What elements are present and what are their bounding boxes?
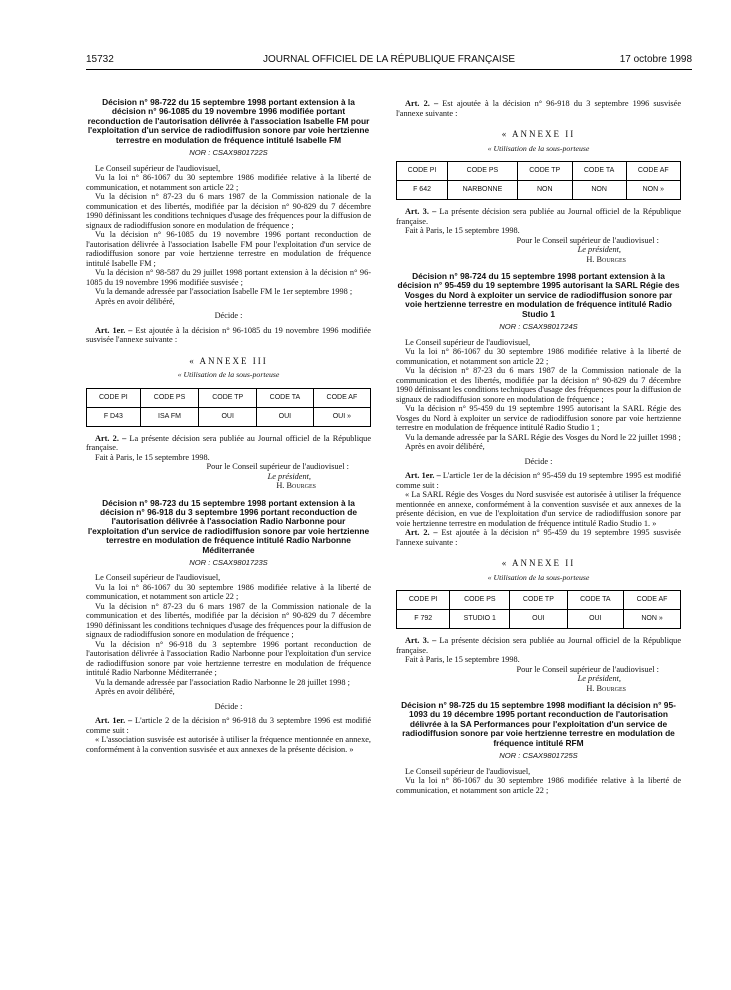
table-header-row <box>397 591 681 610</box>
right-column <box>396 99 681 795</box>
table-header-cell: CODE TA <box>257 388 314 407</box>
article-text: La présente décision sera publiée au Journal officiel de la République française. <box>86 433 371 453</box>
paragraph: Après en avoir délibéré, <box>405 442 485 452</box>
table-header-cell: CODE PI <box>87 388 141 407</box>
issue-date: 17 octobre 1998 <box>619 54 692 65</box>
annexe-subheading: « Utilisation de la sous-porteuse <box>177 370 280 380</box>
quoted-provision: « La SARL Régie des Vosges du Nord susvisée est autorisée à utiliser la fréquence mentionnée en annexe, conformément à la convention susvisée et aux annexes de la présente décision, en vue de l'exploitation d'un service de radiodiffusion sonore par voie hertzienne terrestre en modulation de fréquence intitulé Radio Studio 1. » <box>396 490 681 528</box>
subcarrier-table <box>396 161 681 200</box>
article-2 <box>396 528 681 547</box>
table-header-cell: CODE TP <box>199 388 257 407</box>
table-cell: NON » <box>626 181 680 200</box>
table-header-cell: CODE TA <box>572 162 626 181</box>
decide-heading: Décide : <box>524 456 553 466</box>
table-header-cell: CODE TA <box>567 591 623 610</box>
paragraph: Vu la demande adressée par la SARL Régie des Vosges du Nord le 22 juillet 1998 ; <box>405 432 681 442</box>
annexe-heading: « ANNEXE II <box>501 558 576 569</box>
paragraph: Vu la loi n° 86-1067 du 30 septembre 1986 modifiée relative à la liberté de communication, et notamment son article 22 ; <box>396 347 681 366</box>
signature-name: H. Bourges <box>276 481 316 491</box>
table-cell: ISA FM <box>140 407 199 426</box>
annexe-heading: « ANNEXE III <box>189 355 268 366</box>
paragraph: Vu la décision n° 87-23 du 6 mars 1987 de la Commission nationale de la communication et des libertés, modifiée par la décision n° 90-829 du 7 décembre 1990 définissant les conditions techniques d'usage des fréquences pour la diffusion de signaux de radiodiffusion sonore en modulation de fréquence ; <box>86 601 371 640</box>
decision-98-723 <box>86 499 371 755</box>
left-column <box>86 98 371 754</box>
table-cell: F D43 <box>87 407 141 426</box>
paragraph: Vu la décision n° 87-23 du 6 mars 1987 de la Commission nationale de la communication et des libertés, modifiée par la décision n° 90-829 du 7 décembre 1990 définissant les conditions techniques d'usage des fréquences pour la diffusion de signaux de radiodiffusion sonore en modulation de fréquence ; <box>86 192 371 230</box>
article-1 <box>396 471 681 490</box>
page-number: 15732 <box>86 54 114 65</box>
nor-reference: NOR : CSAX9801722S <box>189 148 268 158</box>
paragraph: Vu la décision n° 95-459 du 19 septembre 1995 autorisant la SARL Régie des Vosges du Nord à exploiter un service de radiodiffusion sonore par voie hertzienne terrestre en modulation de fréquence intitulé Radio Studio 1 ; <box>396 404 681 433</box>
table-header-cell: CODE PI <box>397 591 450 610</box>
table-cell: OUI <box>510 610 567 629</box>
table-cell: NON » <box>624 610 681 629</box>
signature-authority: Pour le Conseil supérieur de l'audiovisuel : <box>206 462 349 472</box>
signature-place-date: Fait à Paris, le 15 septembre 1998. <box>405 226 520 235</box>
decision-98-722 <box>86 98 371 491</box>
article-text: L'article 1er de la décision n° 95-459 du 19 septembre 1995 est modifié comme suit : <box>396 471 681 490</box>
table-header-row <box>87 388 371 407</box>
nor-reference: NOR : CSAX9801725S <box>499 751 578 761</box>
signature-place-date: Fait à Paris, le 15 septembre 1998. <box>405 655 520 665</box>
decide-heading: Décide : <box>214 701 243 711</box>
header-rule <box>86 69 692 70</box>
paragraph: Vu la décision n° 98-587 du 29 juillet 1998 portant extension à la décision n° 96-1085 du 19 novembre 1996 modifiée susvisée ; <box>86 268 371 287</box>
article-label: Art. 2. – <box>95 433 127 443</box>
table-cell: OUI <box>199 407 257 426</box>
decide-heading: Décide : <box>214 311 243 321</box>
table-cell: F 642 <box>397 181 448 200</box>
table-header-cell: CODE PS <box>448 162 518 181</box>
table-row <box>87 407 371 426</box>
journal-title: JOURNAL OFFICIEL DE LA RÉPUBLIQUE FRANÇAISE <box>262 54 516 65</box>
paragraph: Le Conseil supérieur de l'audiovisuel, <box>405 337 531 347</box>
article-label: Art. 1er. – <box>95 716 133 726</box>
table-header-cell: CODE PS <box>450 591 510 610</box>
table-cell: OUI <box>257 407 314 426</box>
paragraph: Vu la décision n° 87-23 du 6 mars 1987 de la Commission nationale de la communication et des libertés, modifiée par la décision n° 90-829 du 7 décembre 1990 définissant les conditions techniques d'usage des fréquences pour la diffusion de signaux de radiodiffusion sonore en modulation de fréquence ; <box>396 366 681 404</box>
article-text: Est ajoutée à la décision n° 96-918 du 3 septembre 1996 susvisée l'annexe suivante : <box>396 99 681 118</box>
paragraph: Le Conseil supérieur de l'audiovisuel, <box>405 766 531 776</box>
annexe-subheading: « Utilisation de la sous-porteuse <box>487 143 590 153</box>
decision-title: Décision n° 98-723 du 15 septembre 1998 portant extension à la décision n° 96-918 du 3 septembre 1996 portant reconduction de l'autorisation délivrée à l'association Radio Narbonne pour l'exploitation d'un service de radiodiffusion sonore par voie hertzienne terrestre en modulation de fréquence intitulé Radio Narbonne Méditerranée <box>87 497 370 555</box>
article-text: Est ajoutée à la décision n° 96-1085 du 19 novembre 1996 modifiée susvisée l'annexe suivante : <box>86 325 371 345</box>
paragraph: Vu la demande adressée par l'association Radio Narbonne le 28 juillet 1998 ; <box>95 677 350 687</box>
annexe-heading: « ANNEXE II <box>501 129 576 139</box>
article-1 <box>86 326 371 345</box>
page-header <box>86 54 692 68</box>
decision-title: Décision n° 98-724 du 15 septembre 1998 portant extension à la décision n° 95-459 du 19 septembre 1995 autorisant la SARL Régie des Vosges du Nord à exploiter un service de radiodiffusion sonore par voie hertzienne terrestre en modulation de fréquence intitulé Radio Studio 1 <box>397 271 680 319</box>
table-header-cell: CODE AF <box>624 591 681 610</box>
paragraph: Vu la loi n° 86-1067 du 30 septembre 1986 modifiée relative à la liberté de communication, et notamment son article 22 ; <box>86 173 371 192</box>
signature-authority: Pour le Conseil supérieur de l'audiovisuel : <box>516 235 659 245</box>
table-cell: F 792 <box>397 610 450 629</box>
nor-reference: NOR : CSAX9801723S <box>189 557 268 567</box>
table-cell: NON <box>572 181 626 200</box>
signature-authority: Pour le Conseil supérieur de l'audiovisuel : <box>516 664 659 674</box>
decision-title: Décision n° 98-722 du 15 septembre 1998 portant extension à la décision n° 96-1085 du 19 novembre 1996 modifiée portant reconduction de l'autorisation délivrée à l'association Isabelle FM pour l'exploitation d'un service de radiodiffusion sonore par voie hertzienne terrestre en modulation de fréquence intitulé Isabelle FM <box>87 97 370 145</box>
table-header-cell: CODE AF <box>313 388 370 407</box>
signature-name: H. Bourges <box>586 683 626 693</box>
signature-place-date: Fait à Paris, le 15 septembre 1998. <box>95 452 210 462</box>
table-cell: OUI » <box>313 407 370 426</box>
table-row <box>397 181 681 200</box>
paragraph: Vu la loi n° 86-1067 du 30 septembre 1986 modifiée relative à la liberté de communication, et notamment son article 22 ; <box>86 582 371 602</box>
paragraph: Vu la demande adressée par l'association Isabelle FM le 1er septembre 1998 ; <box>95 287 353 297</box>
subcarrier-table <box>86 388 371 427</box>
article-label: Art. 3. – <box>405 207 437 216</box>
table-header-cell: CODE PI <box>397 162 448 181</box>
article-label: Art. 3. – <box>405 636 437 646</box>
table-cell: NON <box>517 181 572 200</box>
table-header-cell: CODE TP <box>517 162 572 181</box>
table-cell: OUI <box>567 610 623 629</box>
table-header-cell: CODE PS <box>140 388 199 407</box>
signature-role: Le président, <box>577 245 621 254</box>
signature-role: Le président, <box>577 674 621 684</box>
article-text: L'article 2 de la décision n° 96-918 du 3 septembre 1996 est modifié comme suit : <box>86 716 371 735</box>
article-label: Art. 2. – <box>405 528 438 538</box>
table-header-cell: CODE AF <box>626 162 680 181</box>
decision-title: Décision n° 98-725 du 15 septembre 1998 modifiant la décision n° 95-1093 du 19 décembre 1995 portant reconduction de l'autorisation délivrée à la SA Performances pour l'exploitation d'un service de radiodiffusion sonore par voie hertzienne terrestre en modulation de fréquence intitulé RFM <box>401 700 676 748</box>
article-1 <box>86 716 371 735</box>
subcarrier-table <box>396 590 681 629</box>
article-2 <box>396 99 681 118</box>
article-label: Art. 1er. – <box>405 471 441 481</box>
paragraph: Vu la loi n° 86-1067 du 30 septembre 1986 modifiée relative à la liberté de communication, et notamment son article 22 ; <box>396 776 681 795</box>
nor-reference: NOR : CSAX9801724S <box>499 322 578 332</box>
table-cell: NARBONNE <box>448 181 518 200</box>
decision-98-723-continued <box>396 99 681 264</box>
table-cell: STUDIO 1 <box>450 610 510 629</box>
annexe-subheading: « Utilisation de la sous-porteuse <box>487 572 590 582</box>
article-text: Est ajoutée à la décision n° 95-459 du 19 septembre 1995 susvisée l'annexe suivante : <box>396 528 681 547</box>
article-text: La présente décision sera publiée au Journal officiel de la République française. <box>396 636 681 655</box>
quoted-provision: « L'association susvisée est autorisée à utiliser la fréquence mentionnée en annexe, conformément à la convention susvisée et aux annexes de la présente décision. » <box>86 735 371 754</box>
article-text: La présente décision sera publiée au Journal officiel de la République française. <box>396 207 681 226</box>
decision-98-724 <box>396 272 681 693</box>
paragraph: Le Conseil supérieur de l'audiovisuel, <box>95 573 221 583</box>
paragraph: Après en avoir délibéré, <box>95 296 175 306</box>
paragraph: Le Conseil supérieur de l'audiovisuel, <box>95 163 221 173</box>
paragraph: Vu la décision n° 96-918 du 3 septembre 1996 portant reconduction de l'autorisation délivrée à l'association Radio Narbonne pour l'exploitation d'un service de radiodiffusion sonore par voie hertzienne terrestre en modulation de fréquence intitulé Radio Narbonne Méditerranée ; <box>86 639 371 678</box>
signature-role: Le président, <box>267 471 311 481</box>
signature-name: H. Bourges <box>586 254 626 264</box>
article-label: Art. 1er. – <box>95 325 133 335</box>
article-3 <box>396 636 681 655</box>
table-header-cell: CODE TP <box>510 591 567 610</box>
table-row <box>397 610 681 629</box>
article-3 <box>396 207 681 226</box>
table-header-row <box>397 162 681 181</box>
article-2 <box>86 434 371 453</box>
paragraph: Après en avoir délibéré, <box>95 687 175 697</box>
decision-98-725 <box>396 701 681 795</box>
paragraph: Vu la décision n° 96-1085 du 19 novembre 1996 portant reconduction de l'autorisation délivrée à l'association Isabelle FM pour l'exploitation d'un service de radiodiffusion sonore par voie hertzienne terrestre en modulation de fréquence intitulé Isabelle FM ; <box>86 230 371 268</box>
article-label: Art. 2. – <box>405 99 439 108</box>
